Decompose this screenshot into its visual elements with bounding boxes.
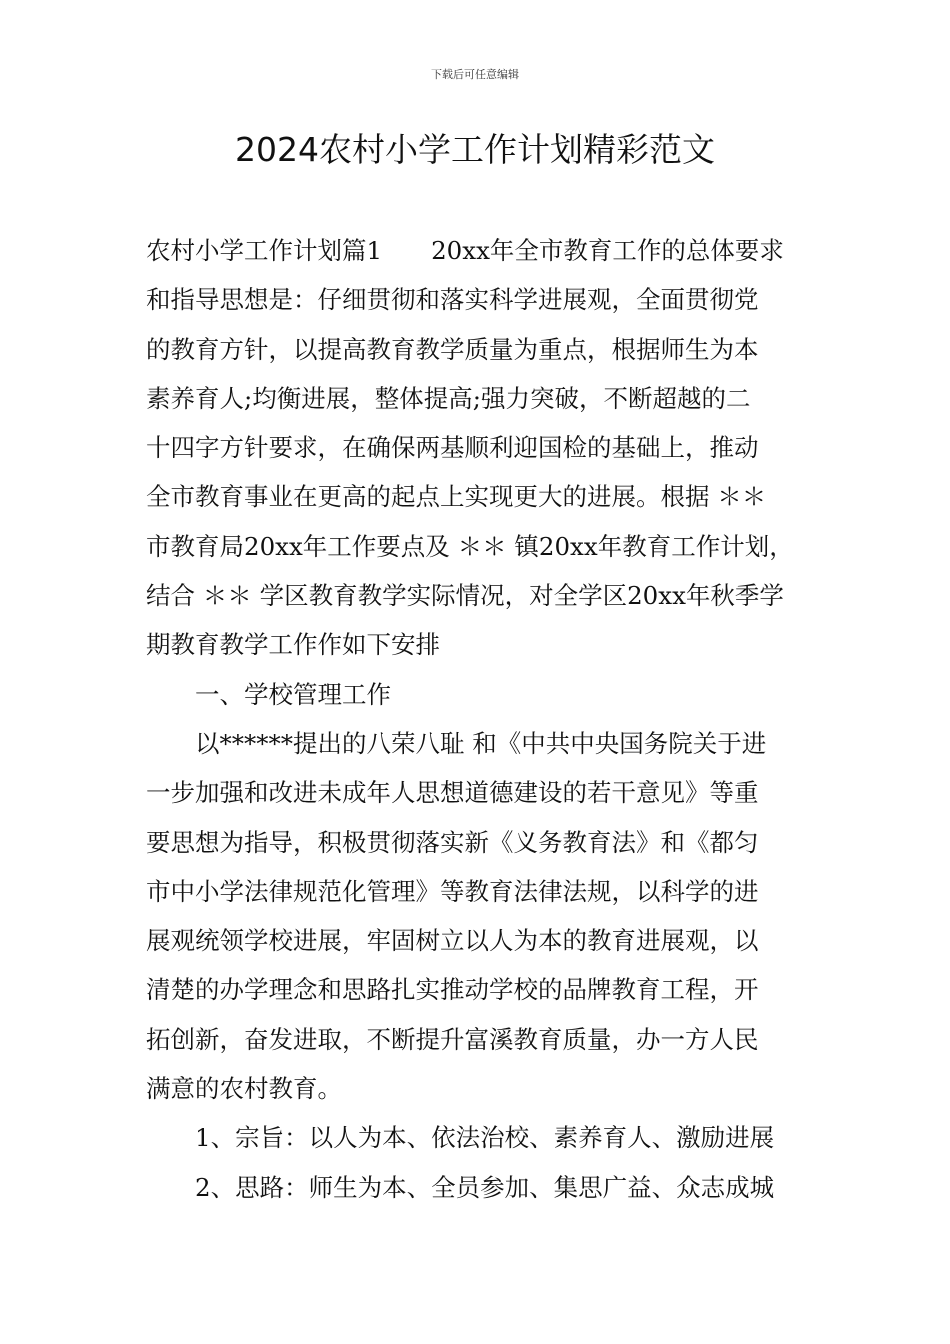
body-line-8: 结合 ＊＊ 学区教育教学实际情况，对全学区20xx年秋季学	[146, 581, 784, 611]
body-line-2: 和指导思想是：仔细贯彻和落实科学进展观，全面贯彻党	[146, 285, 759, 315]
body-line-15: 展观统领学校进展，牢固树立以人为本的教育进展观，以	[146, 926, 759, 956]
document-body	[146, 226, 832, 1212]
body-line-17: 拓创新，奋发进取，不断提升富溪教育质量，办一方人民	[146, 1024, 759, 1054]
section-heading-school-management: 一、学校管理工作	[195, 679, 391, 709]
body-line-13: 要思想为指导，积极贯彻落实新《义务教育法》和《都匀	[146, 827, 759, 857]
body-line-11: 以******提出的八荣八耻 和《中共中央国务院关于进	[195, 728, 767, 758]
body-line-4: 素养育人;均衡进展，整体提高;强力突破，不断超越的二	[146, 383, 751, 413]
body-line-3: 的教育方针，以提高教育教学质量为重点，根据师生为本	[146, 334, 759, 364]
body-line-18: 满意的农村教育。	[146, 1074, 342, 1104]
body-line-7: 市教育局20xx年工作要点及 ＊＊ 镇20xx年教育工作计划，	[146, 531, 794, 561]
body-line-16: 清楚的办学理念和思路扎实推动学校的品牌教育工程，开	[146, 975, 759, 1005]
list-item-purpose: 1、宗旨：以人为本、依法治校、素养育人、激励进展	[195, 1123, 775, 1153]
body-line-12: 一步加强和改进未成年人思想道德建设的若干意见》等重	[146, 778, 759, 808]
body-line-6: 全市教育事业在更高的起点上实现更大的进展。根据 ＊＊	[146, 482, 767, 512]
body-line-1: 农村小学工作计划篇1 20xx年全市教育工作的总体要求	[146, 236, 784, 265]
body-line-5: 十四字方针要求，在确保两基顺利迎国检的基础上，推动	[146, 433, 759, 463]
body-line-14: 市中小学法律规范化管理》等教育法律法规，以科学的进	[146, 876, 759, 906]
page-header-note: 下载后可任意编辑	[431, 68, 519, 81]
list-item-approach: 2、思路：师生为本、全员参加、集思广益、众志成城	[195, 1172, 775, 1202]
document-title: 2024农村小学工作计划精彩范文	[235, 130, 715, 169]
body-line-9: 期教育教学工作作如下安排	[146, 630, 440, 660]
